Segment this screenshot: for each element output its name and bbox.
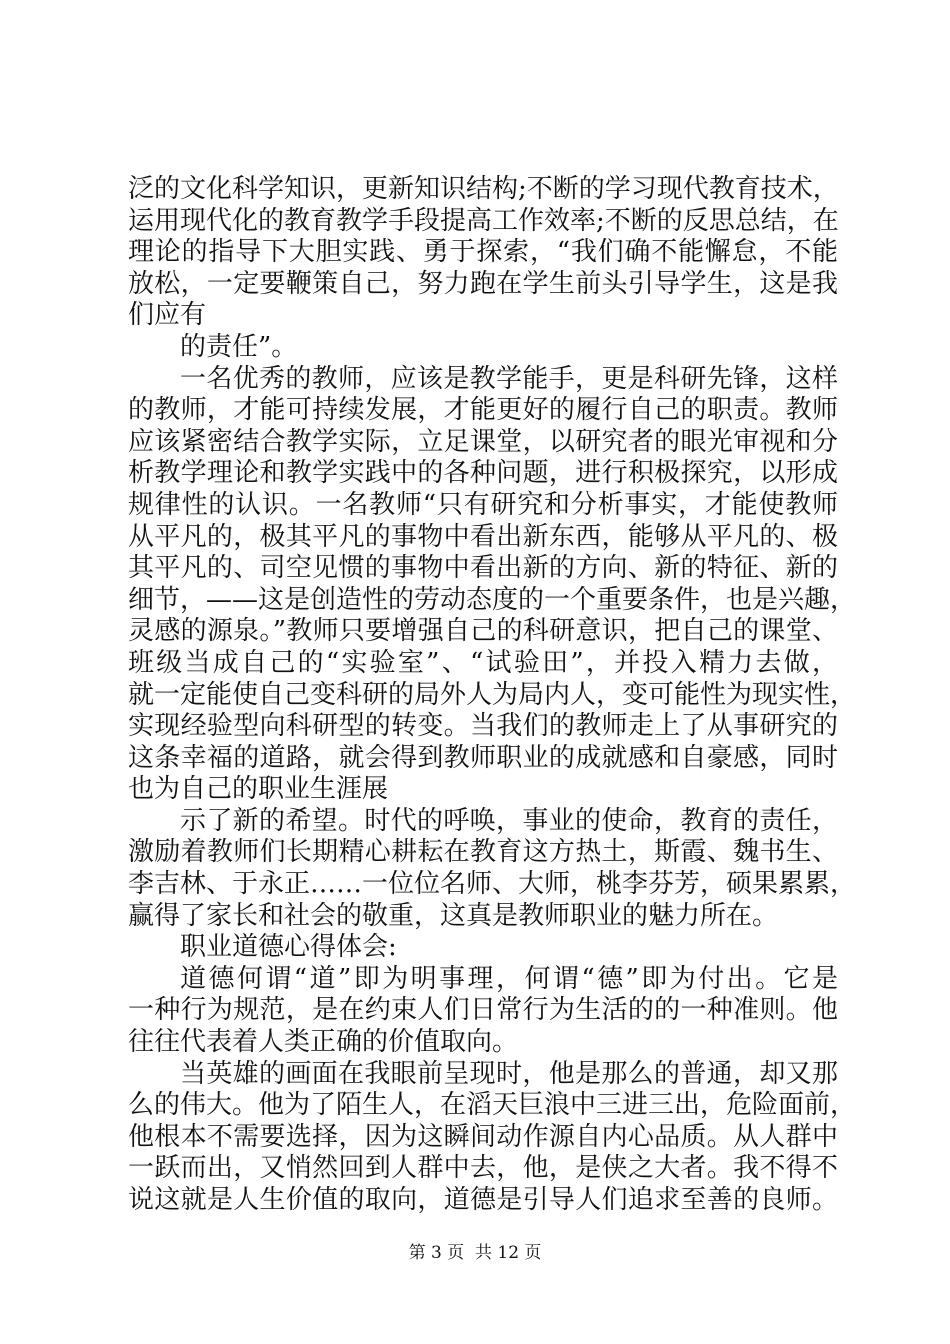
text-line: 这条幸福的道路，就会得到教师职业的成就感和自豪感，同时 [128,742,838,773]
page-footer [0,1241,950,1265]
text-line: 细节，——这是创造性的劳动态度的一个重要条件，也是兴趣， [128,584,857,615]
text-line: 一名优秀的教师，应该是教学能手，更是科研先锋，这样 [180,363,838,394]
text-line: 规律性的认识。一名教师“只有研究和分析事实，才能使教师 [128,489,838,520]
text-line: 示了新的希望。时代的呼唤，事业的使命，教育的责任， [180,805,838,836]
document-body [128,174,857,1217]
text-line: 说这就是人生价值的取向，道德是引导人们追求至善的良师。 [128,1185,838,1215]
text-line: 班级当成自己的“实验室”、“试验田”，并投入精力去做， [128,647,838,678]
text-line: 么的伟大。他为了陌生人，在滔天巨浪中三进三出，危险面前， [128,1090,857,1121]
text-line: 其平凡的、司空见惯的事物中看出新的方向、新的特征、新的 [128,553,838,584]
text-line: 泛的文化科学知识，更新知识结构;不断的学习现代教育技术， [128,174,839,204]
text-line: 们应有 [128,300,207,331]
text-line: 一跃而出，又悄然回到人群中去，他，是侠之大者。我不得不 [128,1153,838,1184]
text-line: 激励着教师们长期精心耕耘在教育这方热土，斯霞、魏书生、 [128,837,838,868]
text-line: 道德何谓“道”即为明事理，何谓“德”即为付出。它是 [180,963,838,994]
text-line: 灵感的源泉。”教师只要增强自己的科研意识，把自己的课堂、 [128,616,838,647]
text-line: 他根本不需要选择，因为这瞬间动作源自内心品质。从人群中 [128,1121,838,1152]
text-line: 李吉林、于永正……一位位名师、大师，桃李芬芳，硕果累累， [128,869,857,900]
text-line: 运用现代化的教育教学手段提高工作效率;不断的反思总结，在 [128,205,839,236]
text-line: 应该紧密结合教学实际，立足课堂，以研究者的眼光审视和分 [128,426,838,457]
page-number-label: 第 3 页 共 12 页 [408,1243,542,1263]
text-line: 的责任”。 [180,331,298,362]
text-line: 从平凡的，极其平凡的事物中看出新东西，能够从平凡的、极 [128,521,838,552]
text-line: 实现经验型向科研型的转变。当我们的教师走上了从事研究的 [128,711,838,742]
text-line: 的教师，才能可持续发展，才能更好的履行自己的职责。教师 [128,395,838,426]
text-line: 理论的指导下大胆实践、勇于探索，“我们确不能懈怠，不能 [128,237,838,268]
text-line: 一种行为规范，是在约束人们日常行为生活的的一种准则。他 [128,995,838,1026]
text-line: 放松，一定要鞭策自己，努力跑在学生前头引导学生，这是我 [128,268,838,299]
text-line: 当英雄的画面在我眼前呈现时，他是那么的普通，却又那 [180,1058,838,1089]
text-line: 职业道德心得体会: [180,932,397,963]
text-line: 析教学理论和教学实践中的各种问题，进行积极探究，以形成 [128,458,838,489]
text-line: 也为自己的职业生涯展 [128,774,389,805]
text-line: 赢得了家长和社会的敬重，这真是教师职业的魅力所在。 [128,900,779,931]
text-line: 往往代表着人类正确的价值取向。 [128,1027,519,1058]
text-line: 就一定能使自己变科研的局外人为局内人，变可能性为现实性， [128,679,857,710]
